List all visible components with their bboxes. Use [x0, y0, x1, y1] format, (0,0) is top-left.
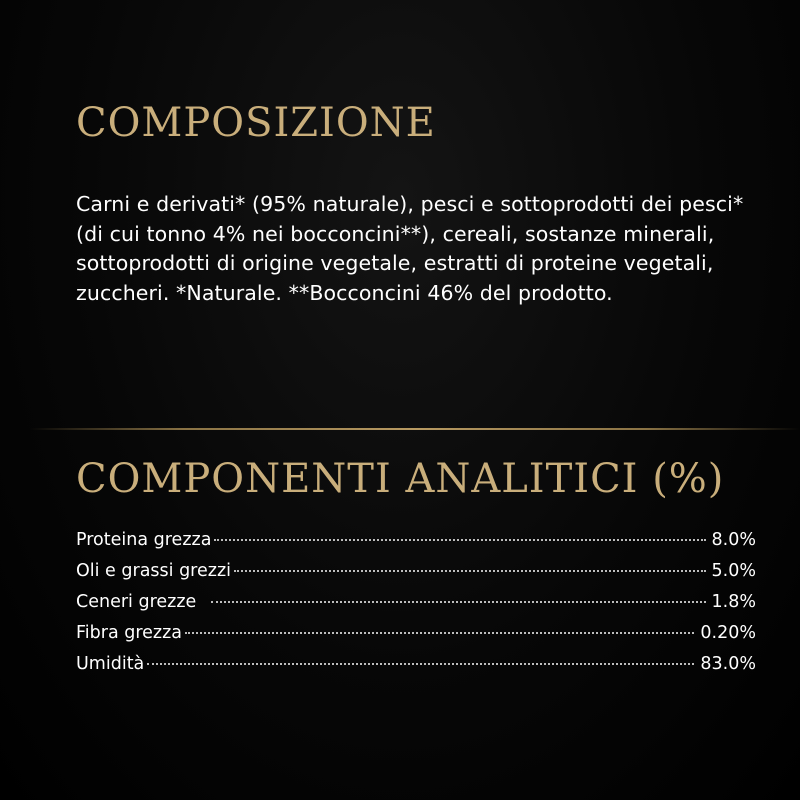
analysis-label: Umidità [76, 654, 145, 674]
analysis-row-fibre [76, 623, 756, 654]
analysis-label: Fibra grezza [76, 623, 183, 643]
composition-title: COMPOSIZIONE [76, 100, 436, 146]
dot-leader [214, 539, 705, 541]
section-divider [30, 428, 800, 430]
dot-leader [234, 570, 706, 572]
analysis-value: 83.0% [700, 654, 756, 674]
analysis-row-ash [76, 592, 756, 623]
analysis-row-moisture [76, 654, 756, 685]
analysis-value: 1.8% [711, 592, 756, 612]
analysis-row-fat [76, 561, 756, 592]
analysis-label: Proteina grezza [76, 530, 212, 550]
analytical-components-title: COMPONENTI ANALITICI (%) [76, 456, 725, 502]
analysis-label: Oli e grassi grezzi [76, 561, 231, 581]
analysis-value: 8.0% [711, 530, 756, 550]
dot-leader [211, 601, 705, 603]
analysis-label: Ceneri grezze [76, 592, 197, 612]
dot-leader [147, 663, 694, 665]
analytical-components-list [76, 530, 756, 685]
analysis-value: 5.0% [711, 561, 756, 581]
analysis-value: 0.20% [700, 623, 756, 643]
dot-leader [185, 632, 694, 634]
composition-text: Carni e derivati* (95% naturale), pesci e sottoprodotti dei pesci* (di cui tonno 4% nei bocconcini**), cereali, sostanze minerali, sottoprodotti di origine vegetale, estratti di proteine vegetali, zuccheri. *Naturale. **Bocconcini 46% del prodotto. [76, 192, 744, 305]
analysis-row-protein [76, 530, 756, 561]
